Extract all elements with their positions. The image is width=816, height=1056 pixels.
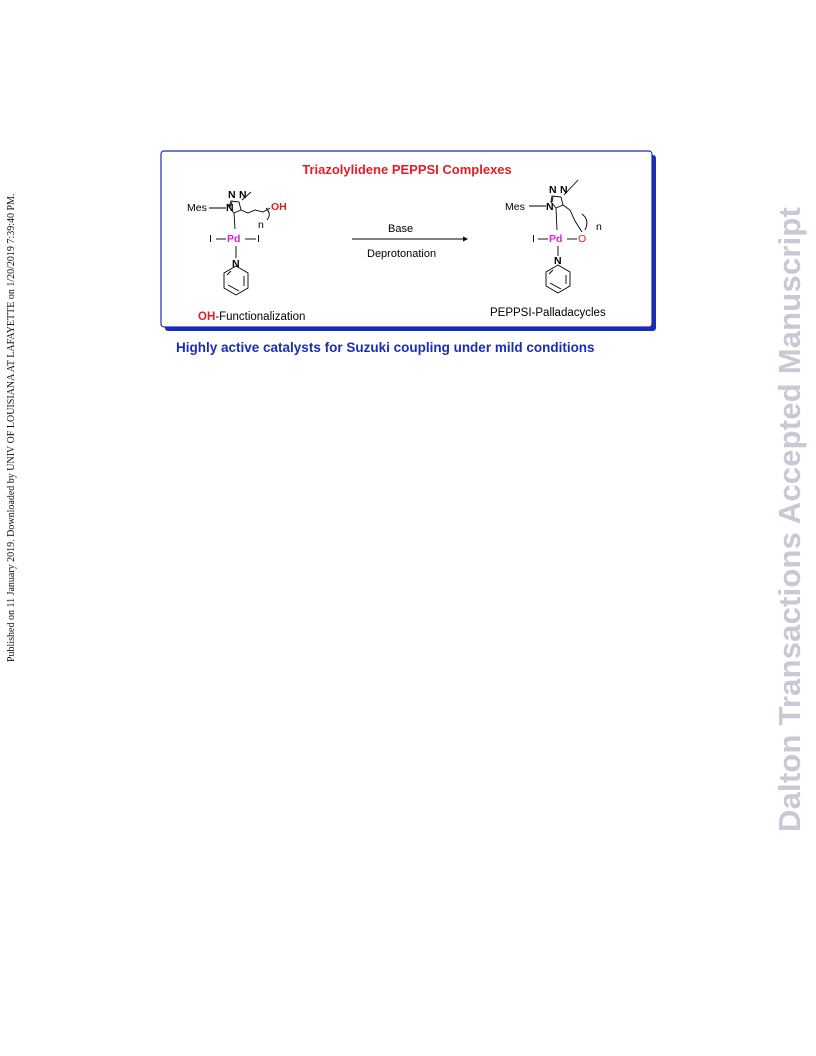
watermark-text: Dalton Transactions Accepted Manuscript xyxy=(772,206,807,832)
functionalization-text: -Functionalization xyxy=(215,311,306,323)
download-notice xyxy=(4,160,24,670)
right-atom-n3: N xyxy=(560,184,568,196)
left-structure-label xyxy=(198,312,305,324)
graphic-title: Triazolylidene PEPPSI Complexes xyxy=(302,162,512,177)
arrow-label-deprotonation: Deprotonation xyxy=(367,248,437,260)
right-n-index: n xyxy=(596,221,602,233)
arrow-label-base: Base xyxy=(388,223,414,235)
left-atom-n3: N xyxy=(239,189,247,201)
left-iodo-left: I xyxy=(209,233,212,245)
right-oxygen-label: O xyxy=(578,233,587,245)
download-notice-text: Published on 11 January 2019. Downloaded by UNIV OF LOUISIANA AT LAFAYETTE on 1/20/2019 7:39:40 PM. xyxy=(6,193,17,662)
graphic-caption: Highly active catalysts for Suzuki coupling under mild conditions xyxy=(176,340,595,355)
left-mes-label: Mes xyxy=(187,202,207,214)
journal-watermark xyxy=(770,206,810,838)
left-atom-n2: N xyxy=(228,189,236,201)
right-iodo: I xyxy=(532,233,535,245)
right-pd-label: Pd xyxy=(549,233,563,245)
right-structure-label: PEPPSI-Palladacycles xyxy=(490,307,606,319)
left-iodo-right: I xyxy=(257,233,260,245)
left-oh-label: OH xyxy=(271,201,287,213)
oh-highlight: OH xyxy=(198,311,216,323)
right-atom-n1: N xyxy=(546,201,554,213)
left-n-index: n xyxy=(258,219,264,231)
right-atom-n2: N xyxy=(549,184,557,196)
left-atom-n1: N xyxy=(226,202,234,214)
left-pd-label: Pd xyxy=(227,233,241,245)
left-pyridine-n: N xyxy=(232,258,240,270)
right-mes-label: Mes xyxy=(505,201,525,213)
right-pyridine-n: N xyxy=(554,255,562,267)
graphical-abstract xyxy=(160,150,660,335)
